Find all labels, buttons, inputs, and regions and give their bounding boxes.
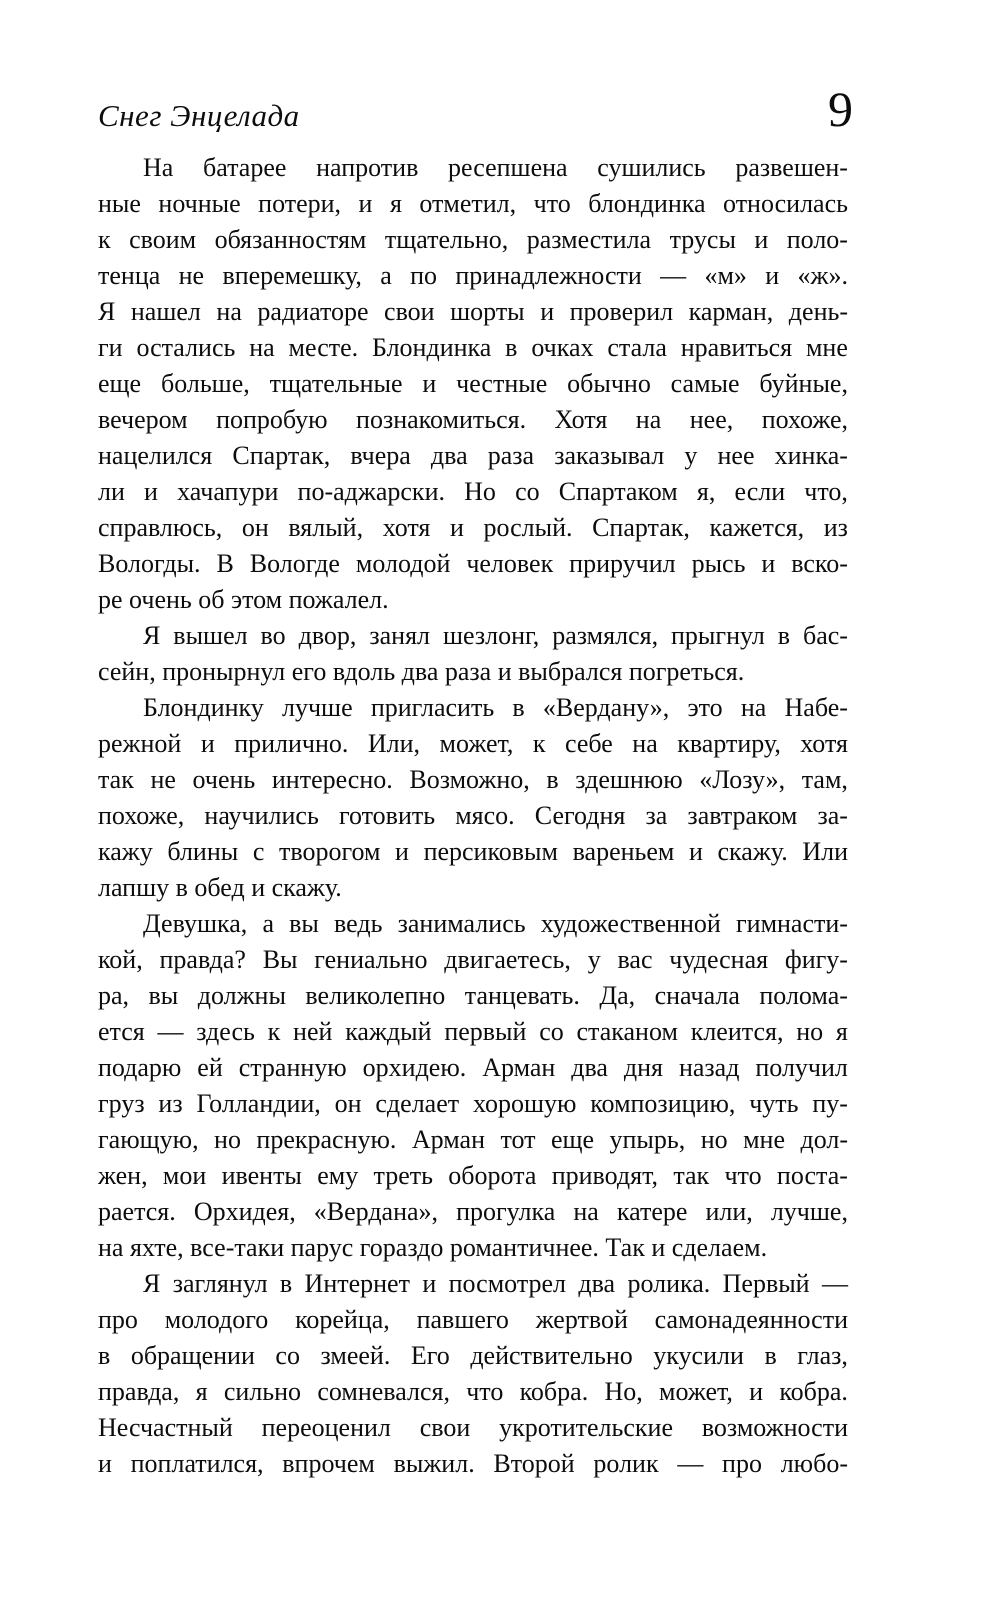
text-line: сейн, пронырнул его вдоль два раза и выбрался погреться. bbox=[98, 657, 745, 686]
text-line: режной и прилично. Или, может, к себе на квартиру, хотя bbox=[98, 729, 848, 758]
text-line: ра, вы должны великолепно танцевать. Да, сначала полома- bbox=[98, 981, 848, 1010]
text-line: на яхте, все-таки парус гораздо романтичнее. Так и сделаем. bbox=[98, 1233, 768, 1262]
text-line: подарю ей странную орхидею. Арман два дня назад получил bbox=[98, 1053, 848, 1082]
text-line: в обращении со змеей. Его действительно укусили в глаз, bbox=[98, 1341, 848, 1370]
text-line: ре очень об этом пожалел. bbox=[98, 585, 389, 614]
text-line: к своим обязанностям тщательно, разместила трусы и поло- bbox=[98, 225, 848, 254]
text-line: жен, мои ивенты ему треть оборота приводят, так что поста- bbox=[98, 1161, 848, 1190]
text-line: правда, я сильно сомневался, что кобра. Но, может, и кобра. bbox=[98, 1377, 848, 1406]
text-line: Я вышел во двор, занял шезлонг, размялся, прыгнул в бас- bbox=[143, 621, 848, 650]
text-line: Блондинку лучше пригласить в «Вердану», это на Набе- bbox=[143, 693, 848, 722]
paragraph bbox=[98, 690, 848, 906]
text-line: Я нашел на радиаторе свои шорты и проверил карман, день- bbox=[98, 297, 848, 326]
text-line: вечером попробую познакомиться. Хотя на нее, похоже, bbox=[98, 405, 848, 434]
text-line: ется — здесь к ней каждый первый со стаканом клеится, но я bbox=[98, 1017, 848, 1046]
page-header bbox=[98, 81, 853, 137]
text-line: про молодого корейца, павшего жертвой самонадеянности bbox=[98, 1305, 848, 1334]
text-line: груз из Голландии, он сделает хорошую композицию, чуть пу- bbox=[98, 1089, 848, 1118]
paragraph bbox=[98, 1266, 848, 1482]
text-line: тенца не вперемешку, а по принадлежности — «м» и «ж». bbox=[98, 261, 848, 290]
text-line: нацелился Спартак, вчера два раза заказывал у нее хинка- bbox=[98, 441, 848, 470]
text-line: рается. Орхидея, «Вердана», прогулка на катере или, лучше, bbox=[98, 1197, 848, 1226]
text-line: Вологды. В Вологде молодой человек приручил рысь и вско- bbox=[98, 549, 848, 578]
text-line: кой, правда? Вы гениально двигаетесь, у вас чудесная фигу- bbox=[98, 945, 848, 974]
paragraph bbox=[98, 618, 848, 690]
text-line: ги остались на месте. Блондинка в очках стала нравиться мне bbox=[98, 333, 848, 362]
text-line: Я заглянул в Интернет и посмотрел два ролика. Первый — bbox=[143, 1269, 848, 1298]
text-line: гающую, но прекрасную. Арман тот еще упырь, но мне дол- bbox=[98, 1125, 848, 1154]
text-line: еще больше, тщательные и честные обычно самые буйные, bbox=[98, 369, 848, 398]
page-number: 9 bbox=[828, 81, 853, 137]
running-title: Снег Энцелада bbox=[98, 98, 300, 133]
text-line: На батарее напротив ресепшена сушились развешен- bbox=[143, 153, 848, 182]
text-line: Девушка, а вы ведь занимались художественной гимнасти- bbox=[143, 909, 848, 938]
paragraph bbox=[98, 906, 848, 1266]
text-line: и поплатился, впрочем выжил. Второй ролик — про любо- bbox=[98, 1449, 848, 1478]
text-line: похоже, научились готовить мясо. Сегодня за завтраком за- bbox=[98, 801, 848, 830]
text-line: ли и хачапури по-аджарски. Но со Спартаком я, если что, bbox=[98, 477, 848, 506]
paragraph bbox=[98, 150, 848, 618]
text-line: так не очень интересно. Возможно, в здешнюю «Лозу», там, bbox=[98, 765, 848, 794]
text-block bbox=[98, 150, 848, 1482]
text-line: ные ночные потери, и я отметил, что блондинка относилась bbox=[98, 189, 848, 218]
text-line: Несчастный переоценил свои укротительские возможности bbox=[98, 1413, 848, 1442]
text-line: лапшу в обед и скажу. bbox=[98, 873, 342, 902]
text-line: кажу блины с творогом и персиковым вареньем и скажу. Или bbox=[98, 837, 848, 866]
text-line: справлюсь, он вялый, хотя и рослый. Спартак, кажется, из bbox=[98, 513, 848, 542]
